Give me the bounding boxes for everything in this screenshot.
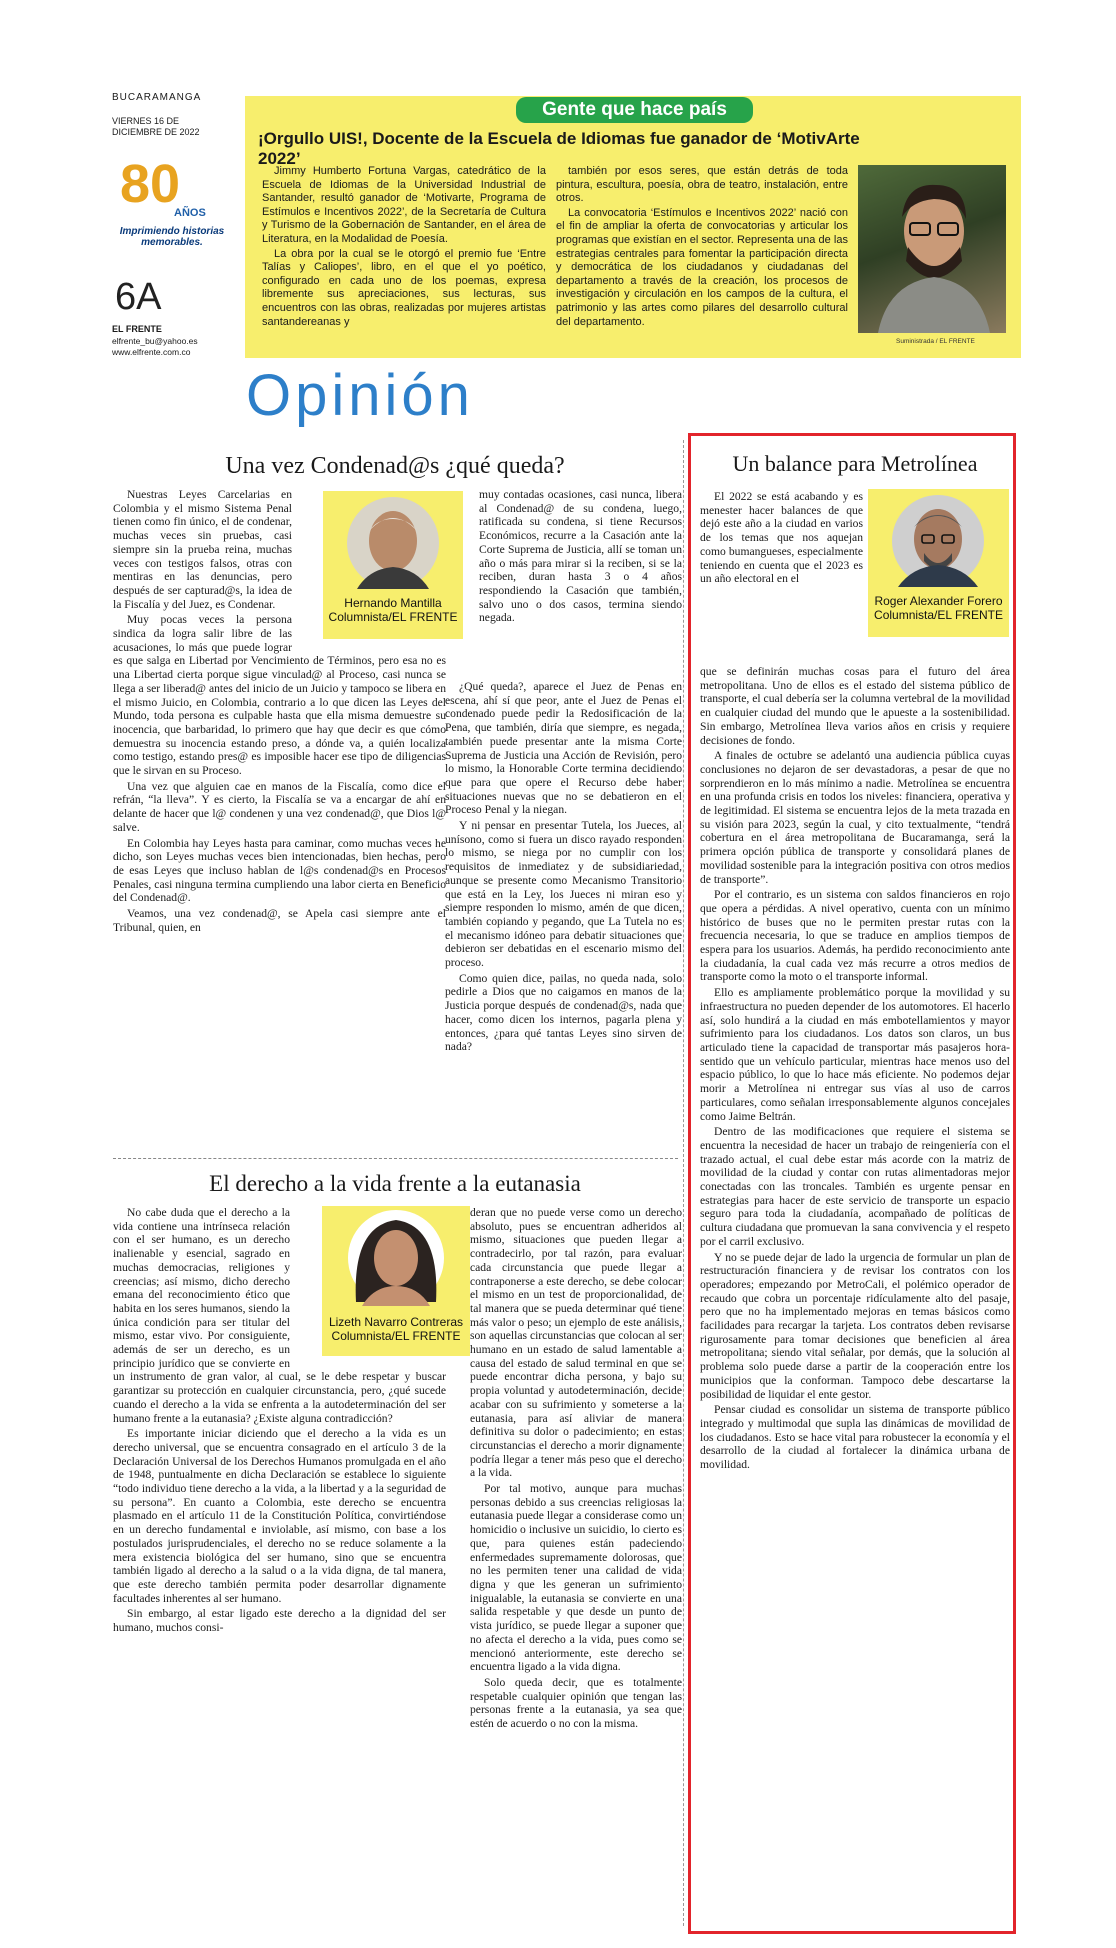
paragraph: La convocatoria ‘Estímulos e Incentivos 2022’ nació con el fin de ampliar la oferta de convocatorias y articular los programas que existían en el sector. Representa una de las estrategias centrales para fomentar la participación directa y democrática de los ciudadanos y ciudadanas del departamento a través de la creación, los procesos de investigación y circulación en los campos de la cultura, el patrimonio y las artes como pilares del desarrollo cultural del departamento. — [556, 206, 848, 328]
article2-author-box — [322, 1206, 470, 1356]
feature-section-badge: Gente que hace país — [516, 97, 753, 123]
tagline-line1: Imprimiendo historias — [119, 226, 225, 237]
paragraph: Nuestras Leyes Carcelarias en Colombia y el mismo Sistema Penal tienen como fin único, el de condenar, muchas veces sin pruebas, casi siempre sin la prueba reina, muchas veces con testigos falsos, otras con mentiras en las denuncias, pero después de ser capturad@s, la idea de la Fiscalía y del Juez, es Condenar. — [113, 488, 292, 611]
article3-title: Un balance para Metrolínea — [732, 451, 978, 476]
author-name: Roger Alexander Forero — [874, 594, 1003, 608]
author-photo — [868, 489, 1009, 589]
paragraph: Por el contrario, es un sistema con saldos financieros en rojo que opera a pérdidas. A nivel operativo, cuenta con un mínimo histórico de buses que no le permiten prestar rutas con la frecuencia necesaria, lo que se traduce en amplios tiempos de espera para los usuarios. Además, ha perdido reconocimiento ante la ciudadanía, la cual cada vez más recurre a otros medios de transporte como la moto o el transporte informal. — [700, 888, 1010, 984]
page-number: 6A — [115, 276, 162, 318]
paragraph: Y no se puede dejar de lado la urgencia de formular un plan de restructuración financiera y de revisar los contratos con los operadores; empezando por MetroCali, el polémico operador de recaudo que cobra un porcentaje ridículamente alto del pasaje, pero que no ha implementado mejoras en temas básicos como facilidades para recargar la tarjeta. Los contratos deben revisarse rigurosamente para tomar decisiones que beneficien al área metropolitana; siendo vital señalar, por demás, que la solución al problema solo puede darse a partir de la cooperación entre los municipios que la conforman. Tampoco debe descartarse la posibilidad de liquidar el ente gestor. — [700, 1250, 1010, 1401]
paragraph: Sin embargo, al estar ligado este derecho a la dignidad del ser humano, muchos consi- — [113, 1607, 446, 1635]
author-name: Hernando Mantilla — [344, 596, 442, 610]
website-link[interactable]: www.elfrente.com.co — [112, 347, 191, 357]
article3-intro — [700, 490, 863, 588]
paragraph: En Colombia hay Leyes hasta para caminar, como muchas veces he dicho, son Leyes muchas veces bien intencionadas, bien hechas, pero de esas Leyes que incluso hablan de l@s condenad@s en Procesos Penales, casi ninguna termina cumpliendo una labor cierta en Beneficio del Condenad@. — [113, 836, 446, 905]
article1-column-right-top — [479, 488, 682, 627]
author-role: Columnista/EL FRENTE — [874, 608, 1003, 622]
article2-title: El derecho a la vida frente a la eutanasia — [209, 1171, 581, 1196]
paragraph: Pensar ciudad es consolidar un sistema de transporte público integrado y multimodal que supla las dinámicas de movilidad de los ciudadanos. Esto se hace vital para robustecer la economía y el desarrollo de la ciudad al fortalecer la dinámica urbana de movilidad. — [700, 1403, 1010, 1472]
feature-photo — [858, 165, 1006, 333]
article2-column-right — [470, 1206, 682, 1733]
paragraph: A finales de octubre se adelantó una audiencia pública cuyas conclusiones no dejaron de ser devastadoras, a pesar de que no sorprendieron en lo más mínimo a nadie. Metrolínea se encuentra en una profunda crisis en todos los niveles: financiera, operativa y de legitimidad. El sistema se encuentra lejos de la meta trazada en su visión para 2023, según la cual, y cito textualmente, “tendrá cobertura en el área metropolitana de Bucaramanga, será la primera opción pública de transporte y consolidará planes de movilidad sostenible para la integración positiva con otros medios de transporte”. — [700, 749, 1010, 886]
tagline-line2: memorables. — [141, 237, 203, 248]
paragraph: No cabe duda que el derecho a la vida contiene una intrínseca relación con el ser humano, es un derecho inalienable y esencial, sagrado en muchas democracias, religiones y creencias; así mismo, dicho derecho emana del reconocimiento ético que habita en los seres humanos, siendo la única condición para ser titular del mismo, estar vivo. Por consiguiente, además de ser un derecho, es un principio jurídico que se convierte en un instrumento de gran valor, al cual, se le debe respetar y buscar garantizar su protección en cualquier circunstancia, pero, ¿qué sucede cuando el derecho a la vida se enfrenta a la autodeterminación del ser humano frente a la eutanasia? ¿Existe alguna contradicción? — [113, 1206, 446, 1425]
paragraph: Veamos, una vez condenad@, se Apela casi siempre ante el Tribunal, quien, en — [113, 907, 446, 934]
tagline — [112, 226, 232, 248]
paragraph: Y ni pensar en presentar Tutela, los Jueces, al unísono, como si fuera un disco rayado responden lo mismo, se niega por no cumplir con los requisitos de inmediatez y de subsidiariedad, aunque se presente como Mecanismo Transitorio que está en la Ley, los Jueces ni miran eso y siempre responden lo mismo, amén de que dicen, también copiando y pegando, que La Tutela no es el mecanismo idóneo para debatir situaciones que debieron ser debatidas en el escenario mismo del proceso. — [445, 819, 682, 970]
city-label: BUCARAMANGA — [112, 92, 202, 103]
paragraph: deran que no puede verse como un derecho absoluto, pues se encuentran adheridos al mismo, situaciones que pueden llegar a contradecirlo, por tal razón, para evaluar cada circunstancia que puede llegar a contraponerse a este derecho, se debe colocar el mismo en un test de proporcionalidad, de tal manera que se pueda determinar qué tiene más valor o peso; un ejemplo de este análisis, son aquellas circunstancias que colocan al ser humano en un estado de salud lamentable a causa del estado de salud terminal en que se puede encontrar dicha persona, y bajo su propia voluntad y autodeterminación, decide acabar con su sufrimiento y someterse a la eutanasia, para así aliviar de manera definitiva su dolor o padecimiento; en estas circunstancias el derecho a morir dignamente podría llegar a tener más peso que el derecho a la vida. — [470, 1206, 682, 1480]
paragraph: Ello es ampliamente problemático porque la movilidad y su infraestructura no pueden depender de los automotores. El hacerlo así, solo hundirá a la ciudad en más embotellamientos y mayor sufrimiento para los ciudadanos. Los datos son claros, un bus articulado tiene la capacidad de transportar más pasajeros hora-sentido que un vehículo particular, mientras hace menos uso del espacio público, lo que lo hace más eficiente. No podemos dejar morir a Metrolínea ni entregar sus vías al uso de carros particulares, como señalan irresponsablemente algunos concejales como Jaime Beltrán. — [700, 986, 1010, 1123]
article3-body — [700, 665, 1010, 1474]
issue-date: VIERNES 16 DE DICIEMBRE DE 2022 — [112, 116, 200, 137]
article1-title: Una vez Condenad@s ¿qué queda? — [225, 453, 565, 479]
anniversary-word: AÑOS — [174, 207, 206, 219]
author-role: Columnista/EL FRENTE — [331, 1329, 461, 1343]
divider — [113, 1158, 678, 1159]
article3-author-box — [868, 489, 1009, 637]
paragraph: Una vez que alguien cae en manos de la Fiscalía, como dice el refrán, “la lleva”. Y es cierto, la Fiscalía se va a encargar de ahí en delante de hacer que l@ condenen y una vez condenad@, que Dios l@ salve. — [113, 779, 446, 834]
author-photo — [323, 491, 463, 591]
author-photo — [322, 1206, 470, 1310]
paragraph: La obra por la cual se le otorgó el premio fue ‘Entre Talías y Caliopes’, libro, en el que el yo poético, configurado en cada uno de los poemas, expresa libremente sus apreciaciones, sus lecturas, sus encuentros con las obras, realizadas por mujeres artistas santandereanas y — [262, 247, 546, 328]
section-title: Opinión — [246, 363, 474, 428]
author-name: Lizeth Navarro Contreras — [328, 1315, 464, 1329]
paragraph: que se definirán muchas cosas para el futuro del área metropolitana. Uno de ellos es el estado del sistema público de transporte, el cual debería ser la columna vertebral de la movilidad en cualquier ciudad del mundo que le apueste a la sostenibilidad. Sin embargo, Metrolínea lleva varios años en crisis y requiere decisiones de fondo. — [700, 665, 1010, 747]
feature-column-1 — [262, 165, 546, 330]
paragraph: Por tal motivo, aunque para muchas personas debido a sus creencias religiosas la eutanasia puede llegar a considerase como un homicidio o inclusive un suicidio, lo cierto es que, para quienes están padeciendo enfermedades supremamente dolorosas, que no les permiten tener una calidad de vida digna y que les generan un sufrimiento inigualable, la eutanasia se convierte en una salida respetable y que desde un punto de vista jurídico, se puede llegar a suponer que no afecta el derecho a la vida, pues como se mencionó anteriormente, este derecho se encuentra ligado a la vida digna. — [470, 1482, 682, 1674]
paragraph: también por esos seres, que están detrás de toda pintura, escultura, poesía, obra de teatro, instalación, entre otros. — [556, 165, 848, 205]
paragraph: Como quien dice, pailas, no queda nada, solo pedirle a Dios que no caigamos en manos de la Justicia porque después de condenad@s, nada que hacer, como dicen los internos, pagarla plena y entonces, ¿para qué tantas Leyes sino sirven de nada? — [445, 971, 682, 1054]
paragraph: El 2022 se está acabando y es menester hacer balances de que dejó este año a la ciudad en varios de los temas que nos aquejan como bumangueses, especialmente teniendo en cuenta que el 2023 es un año electoral en el — [700, 490, 863, 586]
paragraph: Muy pocas veces la persona sindica da logra salir libre de las acusaciones, lo más que puede lograr es que salga en Libertad por Vencimiento de Términos, pero esa no es una Libertad cierta porque sigue vinculad@ al Proceso, casi nunca se llega a ser liberad@ antes del inicio de un Juicio y tampoco se libera en el mismo Juicio, en Colombia, contrario a lo que dicen las Leyes del Mundo, toda persona es culpable hasta que ella misma demuestre su inocencia, que barbaridad, lo primero que hay que decir es que cómo demuestra su inocencia estando preso, a dónde va, a quién localiza como testigo, estando pres@ es imposible hacer ese tipo de diligencias que le sirvan en su Proceso. — [113, 613, 446, 778]
paragraph: ¿Qué queda?, aparece el Juez de Penas en escena, ahí sí que peor, ante el Juez de Penas el condenado puede pedir la Redosificación de la Pena, que también, diría que siempre, es negada, también puede presentar ante la misma Corte Suprema de Justicia una Acción de Revisión, pero lo mismo, la Honorable Corte termina decidiendo que para que opere el Recurso debe haber situaciones nuevas que no se debatieron en el Proceso Penal y la niegan. — [445, 680, 682, 817]
article1-author-box — [323, 491, 463, 639]
anniversary-number: 80 — [120, 154, 181, 214]
column-divider — [683, 440, 684, 1926]
feature-column-2 — [556, 165, 848, 330]
contact-email[interactable]: elfrente_bu@yahoo.es — [112, 336, 198, 346]
paragraph: Jimmy Humberto Fortuna Vargas, catedrático de la Escuela de Idiomas de la Universidad Industrial de Santander, resultó ganador de ‘Motivarte, Programa de Estímulos e Incentivos 2022’, de la Secretaría de Cultura y Turismo de la Gobernación de Santander, en el área de Literatura, en la Modalidad de Poesía. — [262, 165, 546, 245]
anniversary-logo — [118, 150, 218, 220]
article1-column-right — [445, 680, 682, 1056]
paragraph: Dentro de las modificaciones que requiere el sistema se encuentra la necesidad de hacer un trabajo de reingeniería con el trazado actual, el cual debe estar más acorde con la matriz de movilidad de la ciudad y contar con rutas alimentadoras mejor conectadas con las troncales. También es urgente pensar en estrategias para hacer de este servicio de transporte un espacio seguro para toda la ciudadanía, acompañado de políticas de cultura ciudadana que promuevan la sana convivencia y el respeto por el carril exclusivo. — [700, 1125, 1010, 1248]
author-role: Columnista/EL FRENTE — [328, 610, 458, 624]
paragraph: muy contadas ocasiones, casi nunca, libera al Condenad@ de su condena, luego, ratificada su condena, si tiene Recursos Económicos, recurre a la Casación ante la Corte Suprema de Justicia, allí se toman un año o más para mirar si la reciben, si se la reciben, duran hasta 3 o 4 años respondiendo la Casación que también, salvo uno o dos casos, termina siendo negada. — [479, 488, 682, 625]
feature-title: ¡Orgullo UIS!, Docente de la Escuela de Idiomas fue ganador de ‘MotivArte 2022’ — [258, 129, 860, 168]
photo-credit: Suministrada / EL FRENTE — [896, 338, 975, 345]
paragraph: Solo queda decir, que es totalmente respetable cualquier opinión que tengan las personas frente a la eutanasia, ya sea que estén de acuerdo o no con la misma. — [470, 1675, 682, 1731]
paper-name: EL FRENTE — [112, 324, 162, 334]
paragraph: Es importante iniciar diciendo que el derecho a la vida es un derecho universal, que se encuentra consagrado en el artículo 3 de la Declaración Universal de los Derechos Humanos promulgada en el año de 1948, puntualmente en dicha Declaración se establece lo siguiente “todo individuo tiene derecho a la vida, a la libertad y a la seguridad de su persona”. En cuanto a Colombia, este derecho se encuentra plasmado en el artículo 11 de la Constitución Política, convirtiéndose en un derecho fundamental e inviolable, así mismo, con base a los postulados jurisprudenciales, el derecho no se reduce solamente a la mera existencia biológica del ser humano, sino que se encuentra también ligado al derecho a la salud o a la vida digna, de tal manera, que este derecho también permita poder desarrollar dignamente facultades inherentes al ser humano. — [113, 1427, 446, 1605]
